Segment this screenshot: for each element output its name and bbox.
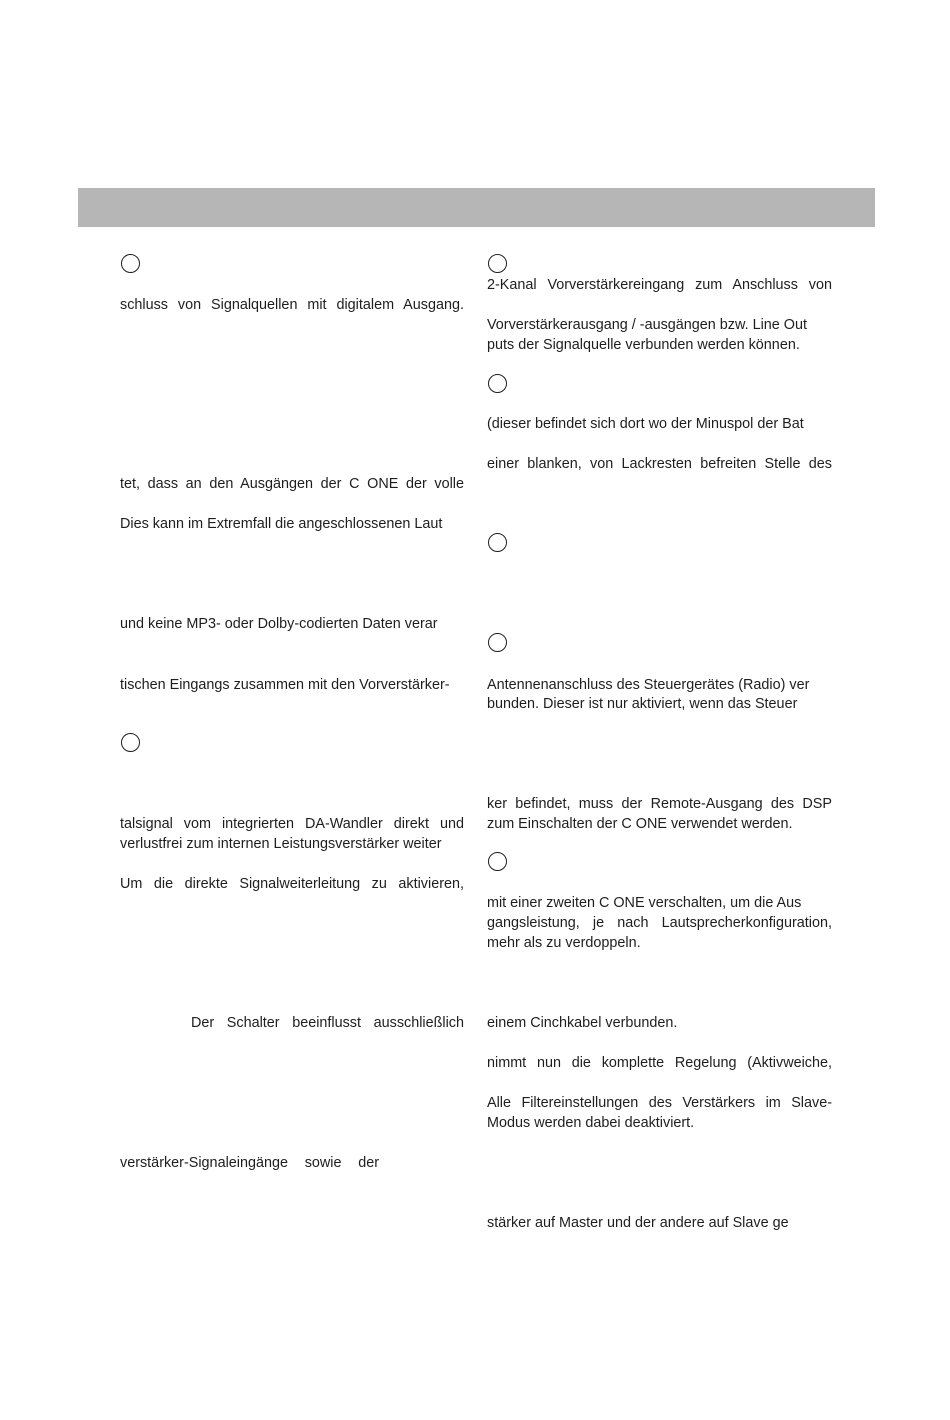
text-line: puts der Signalquelle verbunden werden können. xyxy=(487,337,800,353)
text-line: tet, dass an den Ausgängen der C ONE der volle xyxy=(120,476,464,492)
text-line: zum Einschalten der C ONE verwendet werden. xyxy=(487,816,793,832)
section-marker-right-2 xyxy=(488,374,507,393)
text-line: einem Cinchkabel verbunden. xyxy=(487,1015,678,1031)
text-line: bunden. Dieser ist nur aktiviert, wenn das Steuer xyxy=(487,696,798,712)
text-line: Vorverstärkerausgang / -ausgängen bzw. Line Out xyxy=(487,317,807,333)
text-line: verstärker-Signaleingänge sowie der xyxy=(120,1155,379,1171)
section-marker-right-4 xyxy=(488,633,507,652)
text-line: talsignal vom integrierten DA-Wandler direkt und xyxy=(120,816,464,832)
text-line: ker befindet, muss der Remote-Ausgang des DSP xyxy=(487,796,832,812)
text-line: Um die direkte Signalweiterleitung zu aktivieren, xyxy=(120,876,464,892)
text-line: und keine MP3- oder Dolby-codierten Daten verar xyxy=(120,616,438,632)
section-marker-right-1 xyxy=(488,254,507,273)
text-line: Der Schalter beeinflusst ausschließlich xyxy=(191,1015,464,1031)
text-line: mehr als zu verdoppeln. xyxy=(487,935,641,951)
text-line: einer blanken, von Lackresten befreiten Stelle des xyxy=(487,456,832,472)
section-marker-left-2 xyxy=(121,733,140,752)
text-line: Alle Filtereinstellungen des Verstärkers im Slave- xyxy=(487,1095,832,1111)
text-line: schluss von Signalquellen mit digitalem Ausgang. xyxy=(120,297,464,313)
text-line: Modus werden dabei deaktiviert. xyxy=(487,1115,695,1131)
text-line: (dieser befindet sich dort wo der Minuspol der Bat xyxy=(487,416,804,432)
text-line: 2-Kanal Vorverstärkereingang zum Anschluss von xyxy=(487,277,832,293)
text-line: tischen Eingangs zusammen mit den Vorverstärker- xyxy=(120,677,450,693)
section-header-bar xyxy=(78,188,875,227)
text-line: mit einer zweiten C ONE verschalten, um die Aus xyxy=(487,895,802,911)
section-marker-left-1 xyxy=(121,254,140,273)
section-marker-right-5 xyxy=(488,852,507,871)
text-line: verlustfrei zum internen Leistungsverstärker weiter xyxy=(120,836,442,852)
text-line: nimmt nun die komplette Regelung (Aktivweiche, xyxy=(487,1055,832,1071)
text-line: Dies kann im Extremfall die angeschlossenen Laut xyxy=(120,516,443,532)
text-line: stärker auf Master und der andere auf Slave ge xyxy=(487,1215,789,1231)
section-marker-right-3 xyxy=(488,533,507,552)
text-line: gangsleistung, je nach Lautsprecherkonfiguration, xyxy=(487,915,832,931)
text-line: Antennenanschluss des Steuergerätes (Radio) ver xyxy=(487,677,810,693)
